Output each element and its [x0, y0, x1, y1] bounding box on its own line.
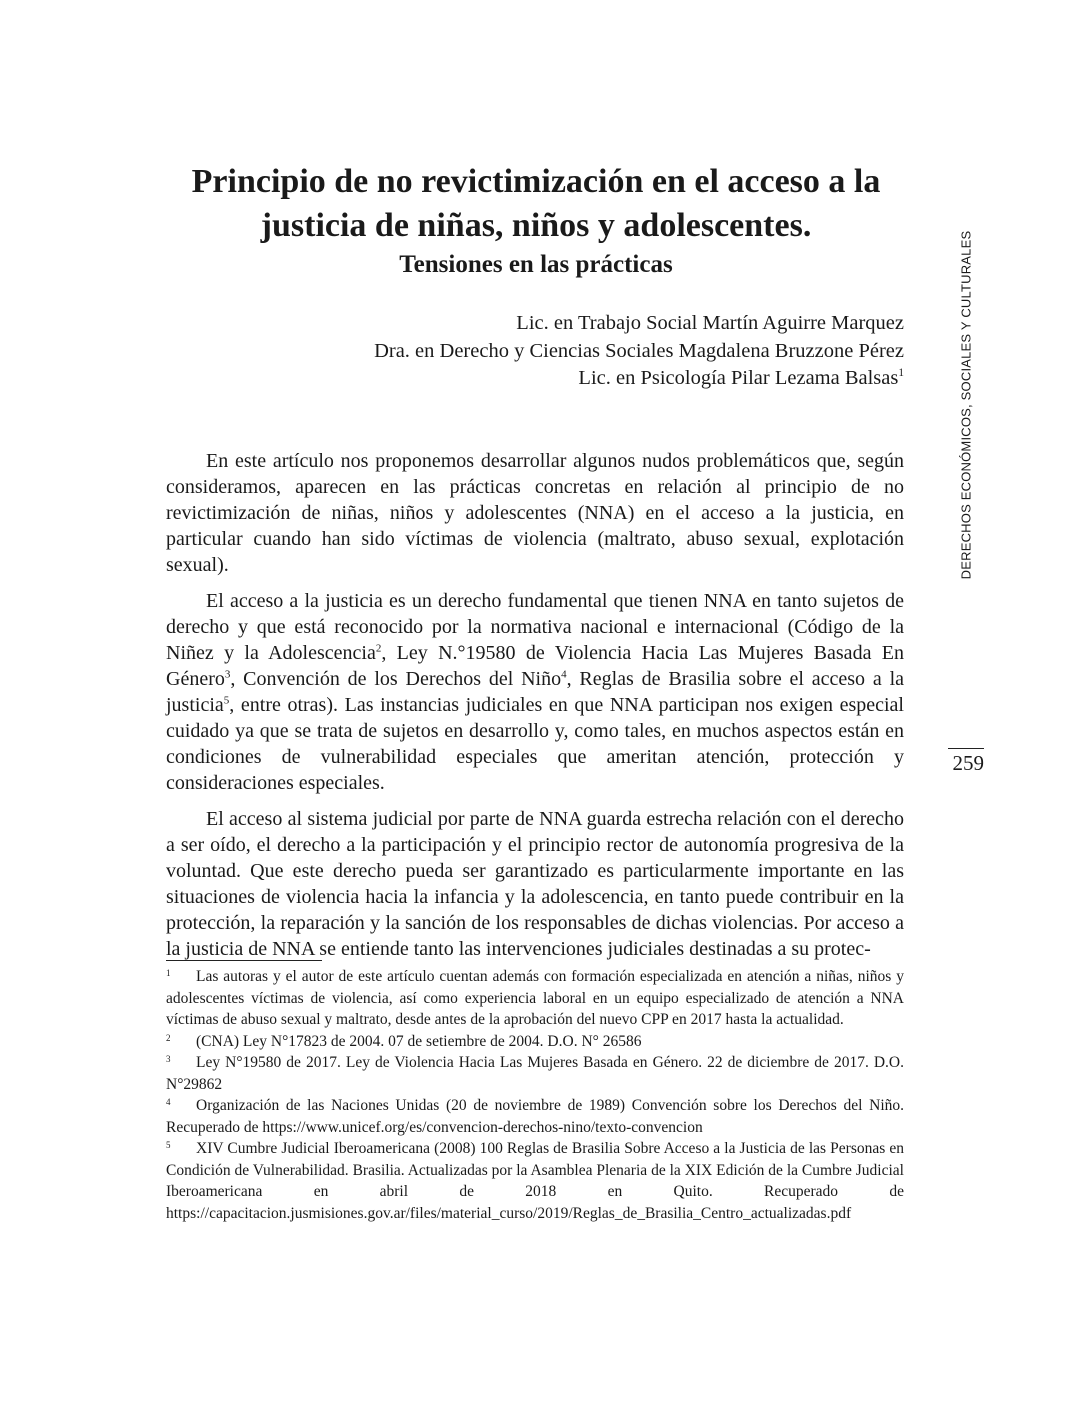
running-head-text: DERECHOS ECONÓMICOS, SOCIALES Y CULTURALES [958, 230, 974, 580]
footnote-text: Organización de las Naciones Unidas (20 de noviembre de 1989) Convención sobre los Derechos del Niño. Recuperado de https://www.unicef.org/es/convencion-derechos-nino/texto-convencion [166, 1097, 904, 1136]
footnote-ref: 3 [224, 668, 231, 681]
footnote-number: 2 [166, 1032, 171, 1043]
footnote-number: 4 [166, 1097, 171, 1107]
footnote-text: (CNA) Ley N°17823 de 2004. 07 de setiembre de 2004. D.O. N° 26586 [196, 1032, 642, 1050]
author-line: Lic. en Trabajo Social Martín Aguirre Marquez [516, 312, 904, 334]
footnote-text: XIV Cumbre Judicial Iberoamericana (2008) 100 Reglas de Brasilia Sobre Acceso a la Justicia de las Personas en Condición de Vulnerabilidad. Brasilia. Actualizadas por la Asamblea Plenaria de la XIX Edición de la Cumbre Judicial Iberoamericana en abril de 2018 en Quito. Recuperado de https://capacitacion.jusmisiones.gov.ar/files/material_curso/2019/Reglas_de_Brasilia_Centro_actualizadas.pdf [166, 1140, 904, 1222]
author-list [166, 310, 904, 393]
footnote-number: 3 [166, 1054, 171, 1064]
article-subtitle: Tensiones en las prácticas [399, 251, 673, 278]
footnote-separator [166, 960, 322, 961]
article-header [166, 160, 906, 282]
footnote-number: 5 [166, 1140, 171, 1150]
article-title: Principio de no revictimización en el acceso a la justicia de niñas, niños y adolescentes. [191, 163, 881, 244]
footnote [166, 1031, 904, 1053]
footnote-text: Ley N°19580 de 2017. Ley de Violencia Hacia Las Mujeres Basada en Género. 22 de diciembre de 2017. D.O. N°29862 [166, 1054, 904, 1093]
author-line: Dra. en Derecho y Ciencias Sociales Magdalena Bruzzone Pérez [374, 339, 904, 362]
footnote-text: Las autoras y el autor de este artículo cuentan además con formación especializada en atención a niñas, niños y adolescentes víctimas de violencia, así como experiencia laboral en un equipo especializado de atención a NNA víctimas de abuso sexual y maltrato, desde antes de la aprobación del nuevo CPP en 2017 hasta la actualidad. [166, 968, 904, 1028]
footnote-ref: 5 [223, 694, 230, 707]
paragraph: El acceso a la justicia es un derecho fundamental que tienen NNA en tanto sujetos de derecho y que está reconocido por la normativa nacional e internacional (Código de la Niñez y la Adolescencia$^2$, Ley N.°19580 de Violencia Hacia Las Mujeres Basada En Género$^3$, Convención de los Derechos del Niño$^4$, Reglas de Brasilia sobre el acceso a la justicia$^5$, entre otras). Las instancias judiciales en que NNA participan nos exigen especial cuidado ya que se trata de sujetos en desarrollo y, como tales, en muchos aspectos están en condiciones de vulnerabilidad especiales que ameritan atención, protección y consideraciones especiales. [166, 590, 905, 794]
paragraph: El acceso al sistema judicial por parte de NNA guarda estrecha relación con el derecho a ser oído, el derecho a la participación y el principio rector de autonomía progresiva de la voluntad. Que este derecho pueda ser garantizado es particularmente importante en las situaciones de violencia hacia la infancia y la adolescencia, en tanto puede contribuir en la protección, la reparación y la sanción de los responsables de dichas violencias. Por acceso a la justicia de NNA se entiende tanto las intervenciones judiciales destinadas a su protec- [166, 808, 904, 960]
footnote [166, 1138, 904, 1224]
footnote-ref: 1 [898, 367, 904, 380]
footnote-ref: 4 [561, 668, 567, 681]
page-number: 259 [948, 748, 984, 777]
footnote [166, 1095, 904, 1138]
footnotes [166, 966, 904, 1224]
footnote-number: 1 [166, 968, 171, 978]
footnote-ref: 2 [375, 642, 382, 655]
author-line [166, 365, 904, 393]
author-name: Lic. en Psicología Pilar Lezama Balsas [578, 367, 899, 389]
article-body [166, 448, 904, 972]
running-head [946, 230, 986, 580]
paragraph: En este artículo nos proponemos desarrollar algunos nudos problemáticos que, según consideramos, aparecen en las prácticas concretas en relación al principio de no revictimización de niñas, niños y adolescentes (NNA) en el acceso a la justicia, en particular cuando han sido víctimas de violencia (maltrato, abuso sexual, explotación sexual). [166, 450, 904, 576]
footnote [166, 966, 904, 1031]
footnote [166, 1052, 904, 1095]
